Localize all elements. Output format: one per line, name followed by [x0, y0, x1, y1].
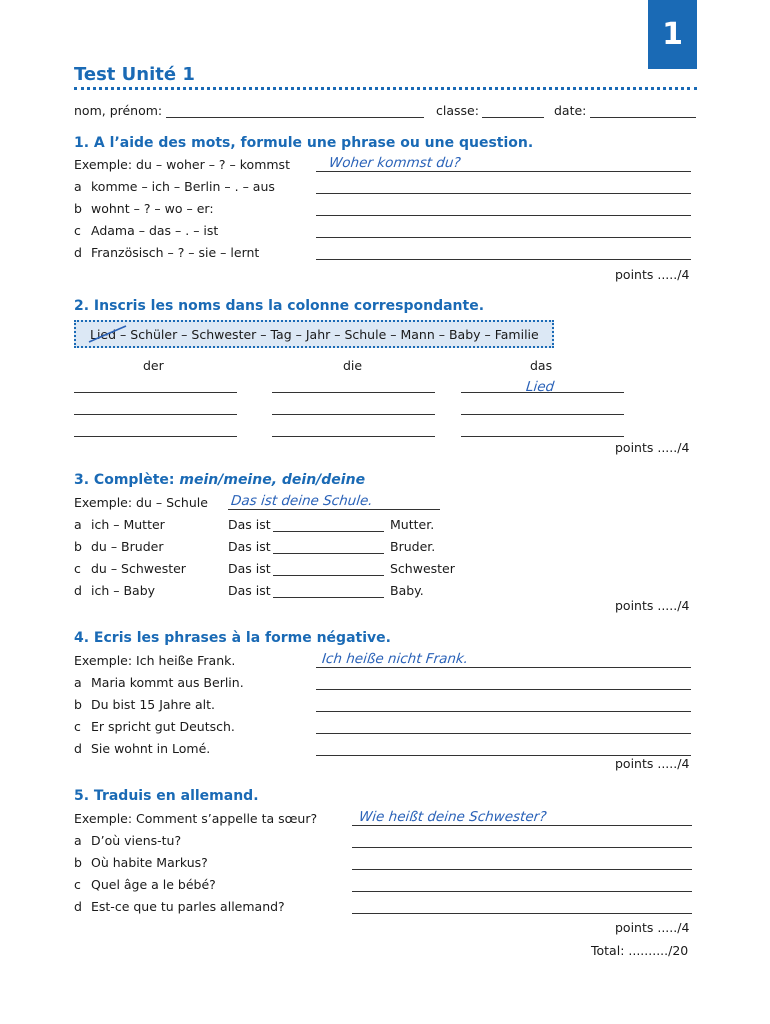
ex2-points: points ...../4	[615, 440, 690, 455]
ex3-c-lead: Das ist	[228, 561, 271, 576]
ex1-b-text: wohnt – ? – wo – er:	[91, 201, 214, 216]
ex2-heading: 2. Inscris les noms dans la colonne correspondante.	[74, 298, 485, 314]
ex3-d-letter: d	[74, 583, 82, 598]
date-field[interactable]	[590, 117, 696, 118]
ex1-b-answer-field[interactable]	[316, 215, 691, 216]
date-label: date:	[554, 103, 587, 118]
word-bank-rest: – Schüler – Schwester – Tag – Jahr – Schule – Mann – Baby – Familie	[116, 327, 539, 342]
ex4-heading: 4. Ecris les phrases à la forme négative.	[74, 630, 391, 646]
ex4-a-answer-field[interactable]	[316, 689, 691, 690]
ex5-c-answer-field[interactable]	[352, 891, 692, 892]
ex3-c-prompt: du – Schwester	[91, 561, 186, 576]
ex3-d-lead: Das ist	[228, 583, 271, 598]
total-score: Total: ........../20	[591, 943, 689, 958]
ex3-a-answer-field[interactable]	[273, 531, 384, 532]
ex3-a-lead: Das ist	[228, 517, 271, 532]
die-field-2[interactable]	[272, 414, 435, 415]
der-field-2[interactable]	[74, 414, 237, 415]
ex3-b-answer-field[interactable]	[273, 553, 384, 554]
ex1-example-line	[316, 171, 691, 172]
name-field[interactable]	[166, 117, 424, 118]
ex5-a-letter: a	[74, 833, 82, 848]
ex3-heading-italic: mein/meine, dein/deine	[179, 472, 366, 488]
ex3-heading	[74, 472, 365, 488]
name-label: nom, prénom:	[74, 103, 163, 118]
ex5-d-letter: d	[74, 899, 82, 914]
ex5-b-letter: b	[74, 855, 82, 870]
ex5-example-line	[352, 825, 692, 826]
ex4-example-line	[316, 667, 691, 668]
ex5-example-answer: Wie heißt deine Schwester?	[358, 809, 548, 825]
die-field-3[interactable]	[272, 436, 435, 437]
ex5-c-text: Quel âge a le bébé?	[91, 877, 216, 892]
ex1-a-letter: a	[74, 179, 82, 194]
ex3-a-tail: Mutter.	[390, 517, 435, 532]
das-field-3[interactable]	[461, 436, 624, 437]
ex1-heading: 1. A l’aide des mots, formule une phrase ou une question.	[74, 135, 534, 151]
ex4-b-answer-field[interactable]	[316, 711, 691, 712]
ex3-b-tail: Bruder.	[390, 539, 436, 554]
ex5-points: points ...../4	[615, 920, 690, 935]
strike-mark	[88, 324, 128, 346]
ex1-a-text: komme – ich – Berlin – . – aus	[91, 179, 275, 194]
ex3-c-tail: Schwester	[390, 561, 455, 576]
ex4-c-answer-field[interactable]	[316, 733, 691, 734]
word-bank-crossed: Lied	[90, 327, 117, 342]
ex3-d-answer-field[interactable]	[273, 597, 384, 598]
ex5-a-answer-field[interactable]	[352, 847, 692, 848]
ex3-example-prompt: Exemple: du – Schule	[74, 495, 208, 510]
word-bank	[90, 327, 539, 342]
col-das-label: das	[530, 358, 553, 373]
ex1-b-letter: b	[74, 201, 82, 216]
ex4-a-letter: a	[74, 675, 82, 690]
der-field-1[interactable]	[74, 392, 237, 393]
ex1-d-answer-field[interactable]	[316, 259, 691, 260]
ex4-c-text: Er spricht gut Deutsch.	[91, 719, 235, 734]
ex4-example-answer: Ich heiße nicht Frank.	[321, 651, 469, 667]
der-field-3[interactable]	[74, 436, 237, 437]
ex5-b-answer-field[interactable]	[352, 869, 692, 870]
ex1-example-answer: Woher kommst du?	[328, 155, 462, 171]
ex4-a-text: Maria kommt aus Berlin.	[91, 675, 244, 690]
ex4-d-letter: d	[74, 741, 82, 756]
ex3-c-letter: c	[74, 561, 81, 576]
ex5-d-text: Est-ce que tu parles allemand?	[91, 899, 285, 914]
ex3-d-prompt: ich – Baby	[91, 583, 156, 598]
ex3-example-answer: Das ist deine Schule.	[230, 493, 374, 509]
page-title: Test Unité 1	[74, 64, 195, 85]
ex1-d-letter: d	[74, 245, 82, 260]
ex4-b-letter: b	[74, 697, 82, 712]
ex4-c-letter: c	[74, 719, 81, 734]
ex1-example-prompt: Exemple: du – woher – ? – kommst	[74, 157, 290, 172]
ex5-heading: 5. Traduis en allemand.	[74, 788, 259, 804]
ex3-a-letter: a	[74, 517, 82, 532]
title-divider	[74, 87, 697, 90]
ex5-example-prompt: Exemple: Comment s’appelle ta sœur?	[74, 811, 318, 826]
ex3-b-letter: b	[74, 539, 82, 554]
ex4-b-text: Du bist 15 Jahre alt.	[91, 697, 215, 712]
col-der-label: der	[143, 358, 164, 373]
ex3-b-lead: Das ist	[228, 539, 271, 554]
ex1-c-letter: c	[74, 223, 81, 238]
ex1-a-answer-field[interactable]	[316, 193, 691, 194]
ex5-c-letter: c	[74, 877, 81, 892]
das-example-answer: Lied	[525, 379, 555, 395]
ex3-heading-prefix: 3. Complète:	[74, 472, 180, 488]
ex1-c-text: Adama – das – . – ist	[91, 223, 219, 238]
ex3-c-answer-field[interactable]	[273, 575, 384, 576]
ex3-points: points ...../4	[615, 598, 690, 613]
ex5-a-text: D’où viens-tu?	[91, 833, 182, 848]
class-label: classe:	[436, 103, 479, 118]
class-field[interactable]	[482, 117, 544, 118]
ex3-d-tail: Baby.	[390, 583, 424, 598]
ex3-a-prompt: ich – Mutter	[91, 517, 165, 532]
ex5-d-answer-field[interactable]	[352, 913, 692, 914]
das-field-2[interactable]	[461, 414, 624, 415]
die-field-1[interactable]	[272, 392, 435, 393]
ex1-points: points ...../4	[615, 267, 690, 282]
ex4-example-prompt: Exemple: Ich heiße Frank.	[74, 653, 236, 668]
ex3-example-line	[228, 509, 440, 510]
ex3-b-prompt: du – Bruder	[91, 539, 164, 554]
ex4-d-text: Sie wohnt in Lomé.	[91, 741, 211, 756]
ex5-b-text: Où habite Markus?	[91, 855, 208, 870]
ex1-d-text: Französisch – ? – sie – lernt	[91, 245, 260, 260]
ex4-points: points ...../4	[615, 756, 690, 771]
unit-badge: 1	[648, 0, 697, 69]
col-die-label: die	[343, 358, 363, 373]
ex1-c-answer-field[interactable]	[316, 237, 691, 238]
